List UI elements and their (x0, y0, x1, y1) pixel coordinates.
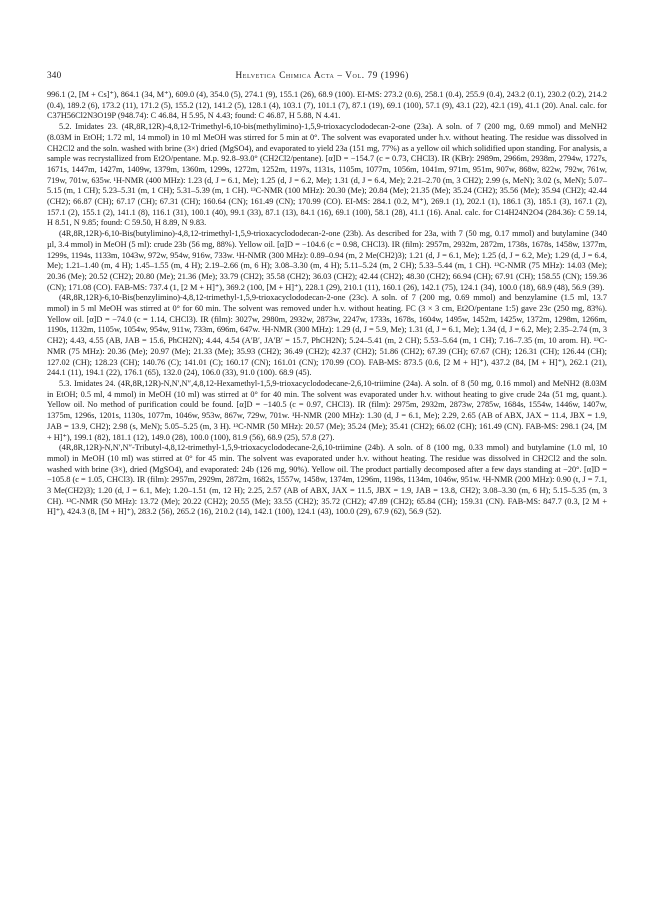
paragraph-23a: 5.2. Imidates 23. (4R,8R,12R)-4,8,12-Trimethyl-6,10-bis(methylimino)-1,5,9-trioxacyclododecan-2-one (23a). A soln. of 7 (200 mg, 0.69 mmol) and MeNH2 (8.03M in EtOH; 1.72 ml, 14 mmol) in 10 ml MeOH was stirred for 5 min at 0°. The solvent was evaporated under h.v. without heating. The residue was dissolved in CH2Cl2 and the soln. washed with brine (3×) dried (MgSO4), and evaporated to yield 23a (151 mg, 77%) as a yellow oil which solidified upon standing. For analysis, a sample was recrystallized from Et2O/pentane. M.p. 92.8–93.0° (CH2Cl2/pentane). [α]D = −154.7 (c = 0.73, CHCl3). IR (KBr): 2989m, 2966m, 2938m, 2794w, 1727s, 1671s, 1447m, 1427m, 1409w, 1379m, 1360m, 1299s, 1272m, 1252m, 1197s, 1131s, 1105m, 1077m, 1056m, 1041m, 971m, 951m, 907w, 868w, 822w, 792w, 761w, 719w, 701w, 635w. ¹H-NMR (400 MHz): 1.23 (d, J = 6.1, Me); 1.25 (d, J = 6.2, Me); 1.31 (d, J = 6.4, Me); 2.21–2.70 (m, 3 CH2); 2.99 (s, MeN); 3.02 (s, MeN); 5.07–5.15 (m, 1 CH); 5.23–5.31 (m, 1 CH); 5.31–5.39 (m, 1 CH). ¹³C-NMR (100 MHz): 20.30 (Me); 20.84 (Me); 21.35 (Me); 35.24 (CH2); 35.56 (Me); 35.94 (CH2); 42.44 (CH2); 66.87 (CH); 67.17 (CH); 67.31 (CH); 160.64 (CN); 161.49 (CN); 170.99 (CO). EI-MS: 284.1 (0.2, M⁺), 269.1 (1), 202.1 (1), 186.1 (3), 185.1 (3), 167.1 (2), 157.1 (2), 155.1 (2), 141.1 (8), 116.1 (31), 100.1 (40), 99.1 (33), 87.1 (13), 84.1 (16), 69.1 (100), 58.1 (28), 41.1 (16). Anal. calc. for C14H24N2O4 (284.36): C 59.14, H 8.51, N 9.85; found: C 59.50, H 8.89, N 9.83. (47, 122, 607, 228)
page-number: 340 (47, 70, 62, 80)
paragraph-ms-data-continued: 996.1 (2, [M + Cs]⁺), 864.1 (34, M⁺), 609.0 (4), 354.0 (5), 274.1 (9), 155.1 (26), 68.9 (100). EI-MS: 273.2 (0.6), 258.1 (0.4), 255.9 (0.4), 243.2 (0.1), 230.2 (0.2), 214.2 (0.4), 189.2 (6), 173.2 (11), 171.2 (5), 155.2 (12), 141.2 (5), 128.1 (4), 103.1 (7), 101.1 (7), 87.1 (19), 69.1 (100), 57.1 (9), 43.1 (22), 42.1 (19), 41.1 (20). Anal. calc. for C37H56Cl2N3O19P (948.74): C 46.84, H 5.95, N 4.43; found: C 46.87, H 5.88, N 4.41. (47, 90, 607, 121)
document-page (47, 70, 607, 518)
paragraph-23b: (4R,8R,12R)-6,10-Bis(butylimino)-4,8,12-trimethyl-1,5,9-trioxacyclododecan-2-one (23b). As described for 23a, with 7 (50 mg, 0.17 mmol) and butylamine (340 µl, 3.4 mmol) in MeOH (5 ml): crude 23b (56 mg, 88%). Yellow oil. [α]D = −104.6 (c = 0.98, CHCl3). IR (film): 2957m, 2932m, 2872m, 1738s, 1678s, 1458w, 1377m, 1299s, 1194s, 1133m, 1043w, 972w, 954w, 916w, 733w. ¹H-NMR (300 MHz): 0.89–0.94 (m, 2 Me(CH2)3); 1.21 (d, J = 6.1, Me); 1.25 (d, J = 6.2, Me); 1.29 (d, J = 6.4, Me); 1.21–1.40 (m, 4 H); 1.45–1.55 (m, 4 H); 2.19–2.66 (m, 6 H); 3.08–3.30 (m, 4 H); 5.11–5.24 (m, 2 CH); 5.33–5.44 (m, 1 CH). ¹³C-NMR (75 MHz): 14.03 (Me); 20.36 (Me); 20.52 (CH2); 20.80 (Me); 21.36 (Me); 33.79 (CH2); 35.58 (CH2); 36.03 (CH2); 42.44 (CH2); 48.30 (CH2); 66.94 (CH); 67.91 (CH); 158.55 (CN); 159.36 (CN); 171.08 (CO). FAB-MS: 737.4 (1, [2 M + H]⁺), 369.2 (100, [M + H]⁺), 228.1 (29), 210.1 (11), 160.1 (26), 142.1 (75), 124.1 (34), 100.0 (18), 68.9 (48), 56.9 (39). (47, 229, 607, 292)
paragraph-23c: (4R,8R,12R)-6,10-Bis(benzylimino)-4,8,12-trimethyl-1,5,9-trioxacyclododecan-2-one (23c). A soln. of 7 (200 mg, 0.69 mmol) and benzylamine (1.5 ml, 13.7 mmol) in 5 ml MeOH was stirred at 0° for 60 min. The solvent was removed under h.v. without heating. FC (3 × 3 cm, Et2O/pentane 1:5) gave 23c (250 mg, 83%). Yellow oil. [α]D = −74.0 (c = 1.14, CHCl3). IR (film): 3027w, 2980m, 2932w, 2873w, 2247w, 1733s, 1678s, 1604w, 1495w, 1452m, 1425w, 1372m, 1298m, 1266m, 1190s, 1132m, 1105w, 1054w, 954w, 911w, 733m, 696m, 647w. ¹H-NMR (300 MHz): 1.29 (d, J = 5.9, Me); 1.31 (d, J = 6.1, Me); 1.34 (d, J = 6.2, Me); 2.35–2.74 (m, 3 CH2); 4.43, 4.55 (AB, JAB = 15.6, PhCH2N); 4.44, 4.54 (A′B′, JA′B′ = 15.7, PhCH2N); 5.24–5.41 (m, 2 CH); 5.53–5.64 (m, 1 CH); 7.16–7.35 (m, 10 arom. H). ¹³C-NMR (75 MHz): 20.36 (Me); 20.97 (Me); 21.33 (Me); 35.93 (CH2); 36.49 (CH2); 42.37 (CH2); 51.86 (CH2); 67.39 (CH); 67.67 (CH); 126.31 (CH); 126.44 (CH); 127.02 (CH); 128.23 (CH); 140.76 (C); 141.01 (C); 160.17 (CN); 161.01 (CN); 170.99 (CO). FAB-MS: 873.5 (0.6, [2 M + H]⁺), 437.2 (84, [M + H]⁺), 262.1 (21), 244.1 (11), 194.1 (22), 176.1 (65), 132.0 (24), 106.0 (33), 91.0 (100). 68.9 (45). (47, 293, 607, 378)
running-header (47, 70, 607, 80)
paragraph-24a: 5.3. Imidates 24. (4R,8R,12R)-N,N′,N″,4,8,12-Hexamethyl-1,5,9-trioxacyclododecane-2,6,10-triimine (24a). A soln. of 8 (50 mg, 0.16 mmol) and MeNH2 (8.03M in EtOH; 0.5 ml, 4 mmol) in MeOH (10 ml) was stirred at 0° for 40 min. The solvent was evaporated under h.v. without heating to give crude 24a (51 mg, quant.). Yellow oil. No method of purification could be found. [α]D = −140.5 (c = 0.97, CHCl3). IR (film): 2975m, 2932m, 2873w, 2785w, 1684s, 1554w, 1446w, 1407w, 1375m, 1296s, 1201s, 1130s, 1077m, 1046w, 953w, 867w, 729w, 701w. ¹H-NMR (200 MHz): 1.30 (d, J = 6.1, Me); 2.29, 2.65 (AB of ABX, JAX = 11.4, JBX = 1.9, JAB = 13.9, CH2); 2.98 (s, MeN); 5.05–5.25 (m, 3 H). ¹³C-NMR (50 MHz): 20.57 (Me); 35.24 (Me); 35.41 (CH2); 66.02 (CH); 161.49 (CN). FAB-MS: 298.1 (24, [M + H]⁺), 199.1 (82), 181.1 (12), 149.0 (28), 100.0 (100), 81.9 (56), 68.9 (25), 57.8 (27). (47, 378, 607, 442)
journal-title: Helvetica Chimica Acta – Vol. 79 (1996) (235, 70, 409, 80)
paragraph-24b: (4R,8R,12R)-N,N′,N″-Tributyl-4,8,12-trimethyl-1,5,9-trioxacyclododecane-2,6,10-triimine (24b). A soln. of 8 (100 mg, 0.33 mmol) and butylamine (1.0 ml, 10 mmol) in MeOH (10 ml) was stirred at 0° for 45 min. The solvent was evaporated under h.v. without heating. The residue was dissolved in CH2Cl2 and the soln. washed with brine (3×), dried (MgSO4), and evaporated: 24b (126 mg, 90%). Yellow oil. The product partially decomposed after a few days standing at −20°. [α]D = −105.8 (c = 1.05, CHCl3). IR (film): 2957m, 2929m, 2872m, 1682s, 1557w, 1458w, 1374m, 1296m, 1198s, 1134m, 1046w, 951w. ¹H-NMR (200 MHz): 0.90 (t, J = 7.1, 3 Me(CH2)3); 1.20 (d, J = 6.1, Me); 1.20–1.51 (m, 12 H); 2.25, 2.57 (AB of ABX, JAX = 11.5, JBX = 1.9, JAB = 13.8, CH2); 3.08–3.30 (m, 6 H); 5.15–5.35 (m, 3 CH). ¹³C-NMR (50 MHz): 13.72 (Me); 20.22 (CH2); 20.55 (Me); 33.55 (CH2); 35.72 (CH2); 47.89 (CH2); 65.84 (CH); 159.31 (CN). FAB-MS: 847.7 (0.3, [2 M + H]⁺), 424.3 (8, [M + H]⁺), 283.2 (56), 265.2 (16), 210.2 (14), 142.1 (100), 124.1 (43), 100.0 (29), 67.9 (62), 56.9 (52). (47, 443, 607, 517)
